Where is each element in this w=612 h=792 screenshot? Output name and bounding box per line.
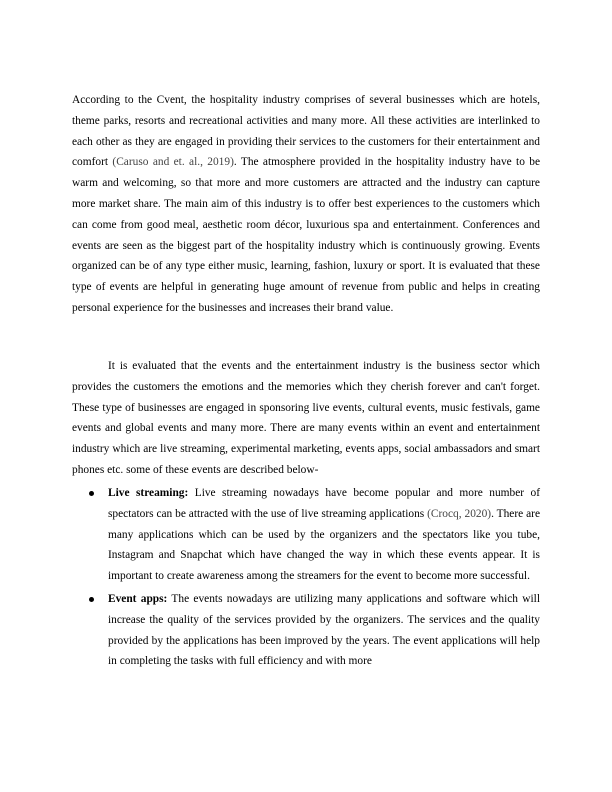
- bullet-text-a: Live streaming nowadays have become popular and more number of spectators can be attracted with the use of live streaming applications: [108, 487, 540, 520]
- bullet-text-a: The events nowadays are utilizing many applications and software which will increase the quality of the services provided by the organizers. The services and the quality provided by the applications has been improved by the years. The event applications will help in completing the tasks with full efficiency and with more: [108, 592, 540, 668]
- bullet-dot-icon: [89, 491, 94, 496]
- bullet-dot-icon: [89, 597, 94, 602]
- paragraph-1-text-a: According to the Cvent, the hospitality industry comprises of several businesses which are hotels, theme parks, resorts and recreational activities and many more. All these activities are interlinked to each other as they are engaged in providing their services to the customers for their entertainment and comfort: [72, 94, 540, 169]
- citation-crocq: (Crocq, 2020): [427, 507, 492, 520]
- citation-caruso: (Caruso and et. al., 2019): [112, 156, 234, 169]
- bullet-label: Live streaming:: [108, 487, 189, 499]
- paragraph-events-entertainment: [72, 356, 540, 481]
- paragraph-hospitality-industry: [72, 90, 540, 319]
- bullet-text-b: . There are many applications which can be used by the organizers and the spectators like you tube, Instagram and Snapchat which have changed the way in which these events appear. It is important to create awareness among the streamers for the event to become more successful.: [108, 507, 541, 583]
- paragraph-1-text-b: . The atmosphere provided in the hospitality industry have to be warm and welcoming, so that more and more customers are attracted and the industry can capture more market share. The main aim of this industry is to offer best experiences to the customers which can come from good meal, aesthetic room décor, luxurious spa and entertainment. Conferences and events are seen as the biggest part of the hospitality industry which is continuously growing. Events organized can be of any type either music, learning, fashion, luxury or sport. It is evaluated that these type of events are helpful in generating huge amount of revenue from public and helps in creating personal experience for the businesses and increases their brand value.: [72, 156, 541, 314]
- events-bullet-list: [72, 483, 540, 674]
- bullet-label: Event apps:: [108, 592, 168, 605]
- paragraph-2-text: It is evaluated that the events and the entertainment industry is the business sector which provides the customers the emotions and the memories which they cherish forever and can't forget. These type of businesses are engaged in sponsoring live events, cultural events, music festivals, game events and global events and many more. There are many events within an event and entertainment industry which are live streaming, experimental marketing, events apps, social ambassadors and smart phones etc. some of these events are described below-: [72, 360, 540, 476]
- list-item-event-apps: [72, 589, 540, 672]
- list-item-live-streaming: [72, 483, 540, 587]
